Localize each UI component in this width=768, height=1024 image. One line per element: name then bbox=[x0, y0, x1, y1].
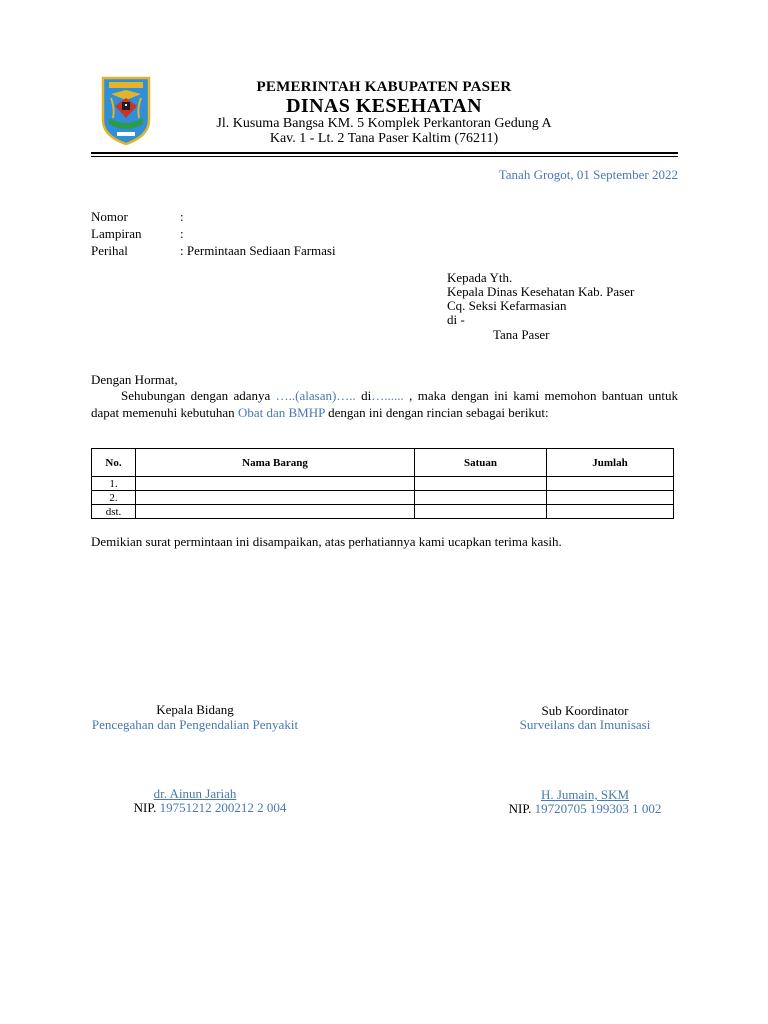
cell-satuan bbox=[415, 491, 547, 505]
address-city: Tana Paser bbox=[493, 327, 550, 342]
cell-nama-barang bbox=[136, 477, 415, 491]
nip-label: NIP. bbox=[133, 800, 157, 815]
nip-label: NIP. bbox=[508, 801, 532, 816]
address-line: Kepala Dinas Kesehatan Kab. Paser bbox=[447, 284, 635, 299]
letterhead-address-2: Kav. 1 - Lt. 2 Tana Paser Kaltim (76211) bbox=[269, 131, 499, 146]
signature-right-title: Sub Koordinator bbox=[541, 703, 629, 718]
letterhead-government: PEMERINTAH KABUPATEN PASER bbox=[256, 79, 512, 95]
highlight-obat-bmhp: Obat dan BMHP bbox=[237, 405, 325, 420]
body-text: dengan ini dengan rincian sebagai berikut: bbox=[324, 405, 549, 420]
closing-sentence: Demikian surat permintaan ini disampaikan, atas perhatiannya kami ucapkan terima kasih. bbox=[91, 534, 562, 549]
body-text: Sehubungan dengan adanya bbox=[121, 388, 276, 403]
letterhead-rule bbox=[91, 152, 678, 154]
letterhead-agency: DINAS KESEHATAN bbox=[286, 95, 482, 117]
meta-value-nomor: : bbox=[180, 209, 184, 224]
cell-jumlah bbox=[547, 477, 674, 491]
col-header-satuan: Satuan bbox=[415, 449, 547, 477]
signature-right-name: H. Jumain, SKM bbox=[540, 787, 630, 802]
address-line: Cq. Seksi Kefarmasian bbox=[447, 298, 567, 313]
address-line: Kepada Yth. bbox=[447, 270, 513, 285]
body-text: di bbox=[355, 388, 372, 403]
table-row bbox=[92, 491, 674, 505]
items-table bbox=[91, 448, 674, 519]
signature-left-name: dr. Ainun Jariah bbox=[153, 786, 237, 801]
placeholder-location: …...... bbox=[371, 388, 404, 403]
cell-satuan bbox=[415, 477, 547, 491]
row-number: 2. bbox=[92, 491, 136, 505]
letterhead-address: Jl. Kusuma Bangsa KM. 5 Komplek Perkantoran Gedung A bbox=[216, 116, 552, 131]
placeholder-alasan: …..(alasan)….. bbox=[275, 388, 356, 403]
greeting: Dengan Hormat, bbox=[91, 372, 178, 387]
meta-label-lampiran: Lampiran bbox=[91, 226, 142, 241]
table-header-row bbox=[92, 449, 674, 477]
meta-value-perihal: : Permintaan Sediaan Farmasi bbox=[180, 243, 336, 258]
letterhead-rule-thin bbox=[91, 156, 678, 157]
col-header-nama-barang: Nama Barang bbox=[136, 449, 415, 477]
cell-satuan bbox=[415, 505, 547, 519]
cell-nama-barang bbox=[136, 505, 415, 519]
col-header-jumlah: Jumlah bbox=[547, 449, 674, 477]
meta-value-lampiran: : bbox=[180, 226, 184, 241]
cell-nama-barang bbox=[136, 491, 415, 505]
cell-jumlah bbox=[547, 491, 674, 505]
col-header-no: No. bbox=[92, 449, 136, 477]
nip-number: 19720705 199303 1 002 bbox=[534, 801, 662, 816]
row-number: 1. bbox=[92, 477, 136, 491]
nip-number: 19751212 200212 2 004 bbox=[159, 800, 287, 815]
signature-left-title: Kepala Bidang bbox=[156, 702, 234, 717]
address-line: di - bbox=[447, 312, 465, 327]
signature-right-unit: Surveilans dan Imunisasi bbox=[519, 717, 651, 732]
meta-label-nomor: Nomor bbox=[91, 209, 128, 224]
signature-left-unit: Pencegahan dan Pengendalian Penyakit bbox=[91, 717, 299, 732]
row-number: dst. bbox=[92, 505, 136, 519]
body-paragraph bbox=[91, 387, 678, 421]
kabupaten-paser-logo bbox=[101, 74, 151, 146]
signature-left-nip bbox=[60, 800, 360, 816]
signature-right-nip bbox=[470, 801, 700, 817]
body-text: , maka dengan ini kami memohon bantuan untuk dapat memenuhi kebutuhan bbox=[91, 388, 678, 420]
meta-label-perihal: Perihal bbox=[91, 243, 128, 258]
table-row bbox=[92, 505, 674, 519]
cell-jumlah bbox=[547, 505, 674, 519]
letter-date: Tanah Grogot, 01 September 2022 bbox=[498, 167, 678, 182]
table-row bbox=[92, 477, 674, 491]
